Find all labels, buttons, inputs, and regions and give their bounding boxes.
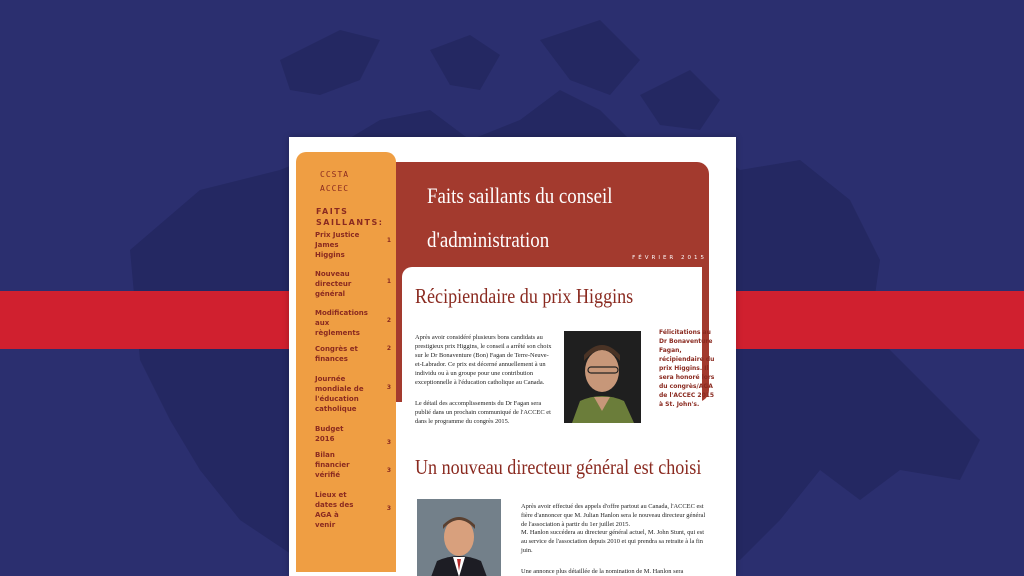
article-1-paragraph-2: Le détail des accomplissements du Dr Fagan sera publié dans un prochain communiqué de l'ACCEC et dans le programme du congrès 2015.	[415, 400, 551, 425]
article-2-paragraph-2: M. Hanlon succédera au directeur général actuel, M. John Stunt, qui est au service de l'association depuis 2010 et qui prendra sa retraite à la fin juin.	[521, 529, 704, 554]
sidebar-heading: FAITS SAILLANTS:	[316, 207, 384, 227]
title-line-1: Faits saillants du conseil	[427, 183, 613, 208]
photo-julian-hanlon	[417, 499, 501, 576]
newsletter-page	[289, 137, 736, 576]
article-2-paragraph-3: Une annonce plus détaillée de la nomination de M. Hanlon sera	[521, 568, 684, 575]
toc-item[interactable]: Bilan financier vérifié 3	[315, 451, 391, 479]
article-1-paragraph-1: Après avoir considéré plusieurs bons candidats au prestigieux prix Higgins, le conseil a arrêté son choix sur le Dr Bonaventure (Bon) Fagan de Terre-Neuve-et-Labrador. Ce prix est décerné annuellement à un individu ou à un groupe pour une contribution exceptionnelle à l'éducation catholique au Canada.	[415, 334, 552, 386]
sidebar	[296, 152, 396, 572]
newsletter-title	[427, 174, 659, 262]
photo-bonaventure-fagan	[564, 331, 641, 423]
toc-item[interactable]: Nouveau directeur général 1	[315, 270, 391, 298]
toc-item[interactable]: Journée mondiale de l'éducation catholique 3	[315, 375, 391, 413]
brand-logo-text	[320, 168, 349, 196]
table-of-contents	[315, 230, 391, 530]
brand-line-1: CCSTA	[320, 170, 350, 179]
issue-date: FÉVRIER 2015	[632, 255, 707, 261]
photo-caption: Félicitations au Dr Bonaventure Fagan, récipiendaire du prix Higgins. Il sera honoré lors du congrès/AGA de l'ACCEC 2015 à St. John's.	[659, 329, 715, 408]
article-2-paragraph-1: Après avoir effectué des appels d'offre partout au Canada, l'ACCEC est fière d'annoncer que M. Julian Hanlon sera le nouveau directeur général de l'association à partir du 1er juillet 2015.	[521, 503, 706, 528]
brand-line-2: ACCEC	[320, 184, 350, 193]
toc-item[interactable]: Prix Justice James Higgins 1	[315, 231, 391, 259]
toc-item[interactable]: Budget 2016 3	[315, 425, 391, 446]
title-line-2: d'administration	[427, 227, 550, 252]
toc-item[interactable]: Congrès et finances 2	[315, 345, 391, 363]
article-2-heading: Un nouveau directeur général est choisi	[415, 455, 702, 479]
toc-item[interactable]: Modifications aux règlements 2	[315, 309, 391, 337]
toc-item[interactable]: Lieux et dates des AGA à venir 3	[315, 491, 391, 529]
article-1-heading: Récipiendaire du prix Higgins	[415, 284, 634, 308]
